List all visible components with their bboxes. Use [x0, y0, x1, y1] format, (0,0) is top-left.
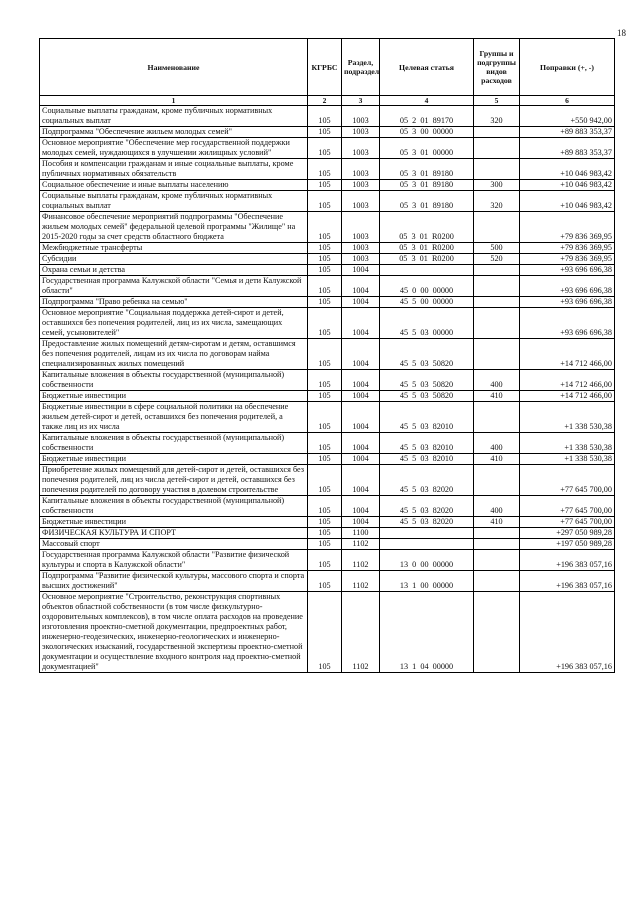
- row-target: 13 1 04 00000: [380, 592, 474, 673]
- row-target: 45 5 03 82010: [380, 433, 474, 454]
- row-kgrbs: 105: [308, 391, 342, 402]
- row-target: 13 1 00 00000: [380, 571, 474, 592]
- row-amount: +93 696 696,38: [520, 276, 615, 297]
- row-name: Охрана семьи и детства: [40, 265, 308, 276]
- row-group: 410: [474, 454, 520, 465]
- row-target: 45 5 03 82020: [380, 517, 474, 528]
- header-target: Целевая статья: [380, 39, 474, 96]
- table-row: [40, 265, 615, 276]
- table-row: [40, 539, 615, 550]
- row-target: 05 3 01 R0200: [380, 243, 474, 254]
- row-amount: +1 338 530,38: [520, 433, 615, 454]
- row-target: 45 5 03 82020: [380, 465, 474, 496]
- row-kgrbs: 105: [308, 550, 342, 571]
- row-amount: +79 836 369,95: [520, 212, 615, 243]
- row-kgrbs: 105: [308, 517, 342, 528]
- row-target: 05 3 01 R0200: [380, 212, 474, 243]
- row-name: Массовый спорт: [40, 539, 308, 550]
- row-target: 45 5 03 82010: [380, 454, 474, 465]
- row-section: 1003: [342, 159, 380, 180]
- page-number: 18: [617, 28, 626, 38]
- row-name: Приобретение жилых помещений для детей-сирот и детей, оставшихся без попечения родителей, лиц из числа детей-сирот и детей, оставшихся без попечения родителей по договору участия в долевом строительстве: [40, 465, 308, 496]
- row-target: 13 0 00 00000: [380, 550, 474, 571]
- row-target: 05 3 01 89180: [380, 180, 474, 191]
- table-row: [40, 402, 615, 433]
- row-section: 1004: [342, 433, 380, 454]
- header-row: [40, 39, 615, 96]
- row-target: 45 0 00 00000: [380, 276, 474, 297]
- row-name: Основное мероприятие "Обеспечение мер государственной поддержки молодых семей, нуждающихся в улучшении жилищных условий": [40, 138, 308, 159]
- row-target: 45 5 03 50820: [380, 370, 474, 391]
- row-kgrbs: 105: [308, 339, 342, 370]
- column-number: 1: [40, 96, 308, 106]
- table-row: [40, 276, 615, 297]
- row-kgrbs: 105: [308, 243, 342, 254]
- row-section: 1004: [342, 297, 380, 308]
- row-name: Основное мероприятие "Социальная поддержка детей-сирот и детей, оставшихся без попечения родителей, лиц из их числа, замещающих семей, усыновителей": [40, 308, 308, 339]
- row-kgrbs: 105: [308, 276, 342, 297]
- row-group: 320: [474, 191, 520, 212]
- column-number: 2: [308, 96, 342, 106]
- row-kgrbs: 105: [308, 297, 342, 308]
- row-kgrbs: 105: [308, 528, 342, 539]
- row-name: Бюджетные инвестиции в сфере социальной политики на обеспечение жильем детей-сирот и детей, оставшихся без попечения родителей, а также лиц из их числа: [40, 402, 308, 433]
- row-name: ФИЗИЧЕСКАЯ КУЛЬТУРА И СПОРТ: [40, 528, 308, 539]
- row-amount: +79 836 369,95: [520, 254, 615, 265]
- row-name: Капитальные вложения в объекты государственной (муниципальной) собственности: [40, 433, 308, 454]
- row-target: 05 3 01 89180: [380, 191, 474, 212]
- row-group: [474, 308, 520, 339]
- row-amount: +89 883 353,37: [520, 127, 615, 138]
- row-group: [474, 571, 520, 592]
- row-section: 1003: [342, 180, 380, 191]
- row-group: [474, 276, 520, 297]
- row-target: 45 5 03 50820: [380, 391, 474, 402]
- row-group: [474, 339, 520, 370]
- table-row: [40, 191, 615, 212]
- table-row: [40, 517, 615, 528]
- row-amount: +550 942,00: [520, 106, 615, 127]
- row-name: Государственная программа Калужской области "Семья и дети Калужской области": [40, 276, 308, 297]
- row-section: 1004: [342, 276, 380, 297]
- row-section: 1004: [342, 402, 380, 433]
- row-group: [474, 465, 520, 496]
- column-number-row: [40, 96, 615, 106]
- row-target: 05 3 01 00000: [380, 138, 474, 159]
- row-section: 1004: [342, 391, 380, 402]
- row-name: Социальное обеспечение и иные выплаты населению: [40, 180, 308, 191]
- row-kgrbs: 105: [308, 106, 342, 127]
- table-row: [40, 550, 615, 571]
- row-kgrbs: 105: [308, 539, 342, 550]
- table-row: [40, 106, 615, 127]
- row-section: 1003: [342, 106, 380, 127]
- row-amount: +77 645 700,00: [520, 496, 615, 517]
- table-row: [40, 528, 615, 539]
- row-amount: +93 696 696,38: [520, 297, 615, 308]
- row-section: 1003: [342, 191, 380, 212]
- row-target: [380, 528, 474, 539]
- row-name: Капитальные вложения в объекты государственной (муниципальной) собственности: [40, 496, 308, 517]
- row-group: [474, 592, 520, 673]
- row-section: 1004: [342, 370, 380, 391]
- row-section: 1102: [342, 550, 380, 571]
- table-row: [40, 433, 615, 454]
- row-name: Социальные выплаты гражданам, кроме публичных нормативных социальных выплат: [40, 106, 308, 127]
- row-kgrbs: 105: [308, 496, 342, 517]
- row-section: 1003: [342, 127, 380, 138]
- row-kgrbs: 105: [308, 138, 342, 159]
- row-section: 1003: [342, 138, 380, 159]
- row-group: [474, 402, 520, 433]
- row-group: [474, 265, 520, 276]
- row-section: 1004: [342, 465, 380, 496]
- row-amount: +196 383 057,16: [520, 550, 615, 571]
- row-name: Основное мероприятие "Строительство, реконструкция спортивных объектов областной собственности (в том числе физкультурно-оздоровительных комплексов), в том числе оплата расходов на проведение изготовления проектно-сметной документации, предпроектных работ, инженерно-геодезических, инженерно-геологических и инженерно-экологических изысканий, государственной экспертизы проектно-сметной документации и осуществление входного контроля над проектно-сметной документацией": [40, 592, 308, 673]
- row-amount: +196 383 057,16: [520, 592, 615, 673]
- row-section: 1003: [342, 254, 380, 265]
- row-group: [474, 550, 520, 571]
- row-name: Субсидии: [40, 254, 308, 265]
- row-target: 05 3 01 89180: [380, 159, 474, 180]
- row-amount: +93 696 696,38: [520, 308, 615, 339]
- row-kgrbs: 105: [308, 370, 342, 391]
- row-name: Социальные выплаты гражданам, кроме публичных нормативных социальных выплат: [40, 191, 308, 212]
- table-row: [40, 496, 615, 517]
- row-group: 300: [474, 180, 520, 191]
- row-amount: +14 712 466,00: [520, 391, 615, 402]
- row-amount: +10 046 983,42: [520, 191, 615, 212]
- row-section: 1004: [342, 308, 380, 339]
- row-group: 500: [474, 243, 520, 254]
- table-row: [40, 454, 615, 465]
- table-row: [40, 180, 615, 191]
- row-name: Подпрограмма "Право ребенка на семью": [40, 297, 308, 308]
- table-row: [40, 339, 615, 370]
- row-target: [380, 539, 474, 550]
- row-section: 1004: [342, 339, 380, 370]
- column-number: 4: [380, 96, 474, 106]
- row-amount: +79 836 369,95: [520, 243, 615, 254]
- row-amount: +196 383 057,16: [520, 571, 615, 592]
- row-target: 05 2 01 89170: [380, 106, 474, 127]
- row-group: 400: [474, 496, 520, 517]
- table-row: [40, 212, 615, 243]
- row-group: [474, 138, 520, 159]
- row-section: 1102: [342, 539, 380, 550]
- row-kgrbs: 105: [308, 127, 342, 138]
- header-kgrbs: КГРБС: [308, 39, 342, 96]
- row-amount: +14 712 466,00: [520, 339, 615, 370]
- row-section: 1004: [342, 517, 380, 528]
- row-group: 410: [474, 517, 520, 528]
- row-section: 1004: [342, 454, 380, 465]
- row-kgrbs: 105: [308, 212, 342, 243]
- column-number: 5: [474, 96, 520, 106]
- row-name: Финансовое обеспечение мероприятий подпрограммы "Обеспечение жильем молодых семей" федеральной целевой программы "Жилище" на 2015-2020 годы за счет средств областного бюджета: [40, 212, 308, 243]
- row-amount: +77 645 700,00: [520, 465, 615, 496]
- row-name: Бюджетные инвестиции: [40, 454, 308, 465]
- table-row: [40, 159, 615, 180]
- row-target: 45 5 03 50820: [380, 339, 474, 370]
- row-target: 05 3 00 00000: [380, 127, 474, 138]
- row-target: 45 5 03 00000: [380, 308, 474, 339]
- row-group: 400: [474, 370, 520, 391]
- row-section: 1102: [342, 592, 380, 673]
- row-group: [474, 159, 520, 180]
- table-row: [40, 592, 615, 673]
- table-row: [40, 391, 615, 402]
- row-section: 1102: [342, 571, 380, 592]
- row-amount: +89 883 353,37: [520, 138, 615, 159]
- row-name: Капитальные вложения в объекты государственной (муниципальной) собственности: [40, 370, 308, 391]
- row-amount: +14 712 466,00: [520, 370, 615, 391]
- row-name: Подпрограмма "Развитие физической культуры, массового спорта и спорта высших достижений": [40, 571, 308, 592]
- column-number: 6: [520, 96, 615, 106]
- row-amount: +297 050 989,28: [520, 528, 615, 539]
- row-group: 400: [474, 433, 520, 454]
- table-row: [40, 465, 615, 496]
- row-section: 1003: [342, 212, 380, 243]
- row-kgrbs: 105: [308, 402, 342, 433]
- row-group: [474, 297, 520, 308]
- row-kgrbs: 105: [308, 592, 342, 673]
- row-kgrbs: 105: [308, 265, 342, 276]
- header-amendments: Поправки (+, -): [520, 39, 615, 96]
- row-kgrbs: 105: [308, 571, 342, 592]
- row-section: 1003: [342, 243, 380, 254]
- row-amount: +77 645 700,00: [520, 517, 615, 528]
- table-row: [40, 243, 615, 254]
- row-name: Межбюджетные трансферты: [40, 243, 308, 254]
- row-kgrbs: 105: [308, 465, 342, 496]
- budget-amendments-table: [39, 38, 615, 673]
- row-amount: +10 046 983,42: [520, 180, 615, 191]
- row-target: 45 5 03 82020: [380, 496, 474, 517]
- row-section: 1004: [342, 265, 380, 276]
- row-amount: +1 338 530,38: [520, 402, 615, 433]
- row-kgrbs: 105: [308, 308, 342, 339]
- table-row: [40, 370, 615, 391]
- table-body: [40, 106, 615, 673]
- row-section: 1100: [342, 528, 380, 539]
- row-amount: +197 050 989,28: [520, 539, 615, 550]
- row-name: Бюджетные инвестиции: [40, 517, 308, 528]
- row-group: 320: [474, 106, 520, 127]
- row-group: [474, 528, 520, 539]
- table-row: [40, 297, 615, 308]
- row-group: 520: [474, 254, 520, 265]
- row-group: [474, 127, 520, 138]
- row-kgrbs: 105: [308, 254, 342, 265]
- row-target: 05 3 01 R0200: [380, 254, 474, 265]
- row-kgrbs: 105: [308, 159, 342, 180]
- row-name: Государственная программа Калужской области "Развитие физической культуры и спорта в Калужской области": [40, 550, 308, 571]
- row-target: [380, 265, 474, 276]
- row-kgrbs: 105: [308, 191, 342, 212]
- table-row: [40, 254, 615, 265]
- row-amount: +93 696 696,38: [520, 265, 615, 276]
- header-section: Раздел, подраздел: [342, 39, 380, 96]
- row-kgrbs: 105: [308, 180, 342, 191]
- table-row: [40, 571, 615, 592]
- row-target: 45 5 03 82010: [380, 402, 474, 433]
- row-name: Пособия и компенсации гражданам и иные социальные выплаты, кроме публичных нормативных обязательств: [40, 159, 308, 180]
- row-target: 45 5 00 00000: [380, 297, 474, 308]
- header-name: Наименование: [40, 39, 308, 96]
- row-group: [474, 539, 520, 550]
- table-row: [40, 138, 615, 159]
- row-kgrbs: 105: [308, 454, 342, 465]
- row-section: 1004: [342, 496, 380, 517]
- row-group: [474, 212, 520, 243]
- row-group: 410: [474, 391, 520, 402]
- row-amount: +10 046 983,42: [520, 159, 615, 180]
- header-groups: Группы и подгруппы видов расходов: [474, 39, 520, 96]
- table-row: [40, 127, 615, 138]
- table-row: [40, 308, 615, 339]
- column-number: 3: [342, 96, 380, 106]
- row-amount: +1 338 530,38: [520, 454, 615, 465]
- row-name: Предоставление жилых помещений детям-сиротам и детям, оставшимся без попечения родителей, лицам из их числа по договорам найма специализированных жилых помещений: [40, 339, 308, 370]
- row-name: Подпрограмма "Обеспечение жильем молодых семей": [40, 127, 308, 138]
- row-kgrbs: 105: [308, 433, 342, 454]
- row-name: Бюджетные инвестиции: [40, 391, 308, 402]
